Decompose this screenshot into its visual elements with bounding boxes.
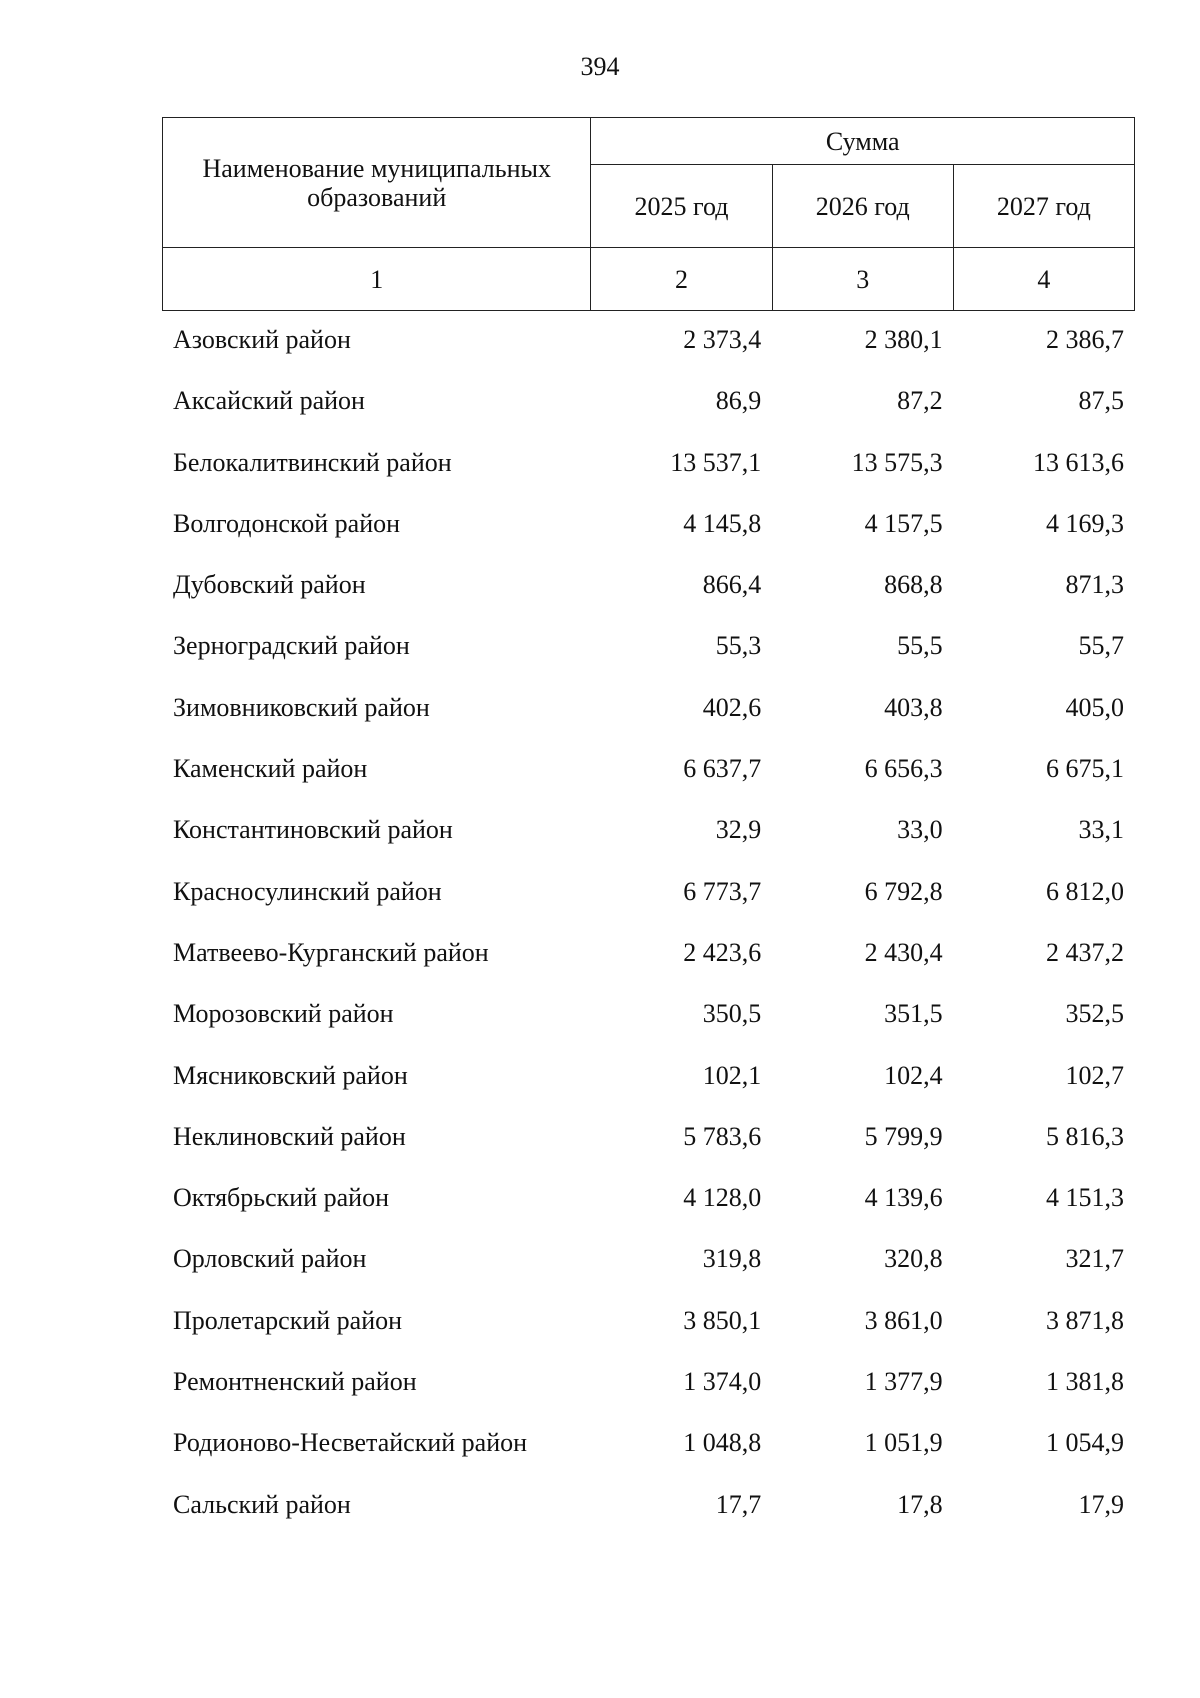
municipality-name: Пролетарский район [173,1305,403,1335]
header-year-2025: 2025 год [591,165,772,248]
municipality-name: Зимовниковский район [173,692,430,722]
municipality-name: Неклиновский район [173,1121,406,1151]
amount-2025: 86,9 [715,386,762,416]
amount-2026: 2 430,4 [864,937,943,967]
table-row [162,1045,1135,1106]
municipality-name: Волгодонской район [173,508,401,538]
amount-2025: 1 374,0 [683,1367,762,1397]
municipality-name: Каменский район [173,754,368,784]
amount-2027: 1 381,8 [1046,1367,1124,1397]
table-row [162,1167,1135,1228]
municipality-name: Матвеево-Курганский район [173,937,489,967]
amount-2027: 6 812,0 [1046,876,1124,906]
amount-2026: 4 157,5 [864,508,943,538]
table-row [162,370,1135,431]
municipality-name: Дубовский район [173,570,366,600]
amount-2025: 55,3 [715,631,762,661]
table-row [162,738,1135,799]
amount-2025: 5 783,6 [683,1121,762,1151]
table-row [162,309,1135,370]
table-row [162,1290,1135,1351]
amount-2027: 55,7 [1078,631,1124,661]
table-header [162,117,1135,311]
municipality-name: Мясниковский район [173,1060,408,1090]
municipality-name: Родионово-Несветайский район [173,1428,528,1458]
municipality-name: Морозовский район [173,999,394,1029]
amount-2025: 402,6 [702,692,762,722]
amount-2025: 17,7 [715,1489,762,1519]
amount-2027: 352,5 [1065,999,1124,1029]
amount-2026: 6 656,3 [864,754,943,784]
amount-2025: 2 423,6 [683,937,762,967]
amount-2026: 6 792,8 [864,876,943,906]
table-row [162,983,1135,1044]
amount-2027: 4 151,3 [1046,1183,1124,1213]
amount-2025: 6 773,7 [683,876,762,906]
municipality-name: Аксайский район [173,386,365,416]
table-row [162,1412,1135,1473]
amount-2025: 2 373,4 [683,325,762,354]
amount-2025: 866,4 [702,570,762,600]
municipality-name: Ремонтненский район [173,1367,417,1397]
amount-2026: 351,5 [884,999,943,1029]
amount-2025: 6 637,7 [683,754,762,784]
amount-2027: 405,0 [1065,692,1124,722]
table-row [162,1228,1135,1289]
amount-2025: 1 048,8 [683,1428,762,1458]
municipality-name: Сальский район [173,1489,351,1519]
amount-2025: 102,1 [702,1060,762,1090]
amount-2027: 87,5 [1078,386,1124,416]
amount-2026: 5 799,9 [864,1121,943,1151]
amount-2026: 13 575,3 [851,447,943,477]
municipality-name: Зерноградский район [173,631,410,661]
column-number-1: 1 [163,248,591,311]
header-year-2026: 2026 год [772,165,953,248]
amount-2026: 87,2 [897,386,943,416]
amount-2026: 403,8 [884,692,943,722]
amount-2025: 319,8 [702,1244,762,1274]
table-row [162,799,1135,860]
amount-2027: 13 613,6 [1033,447,1124,477]
amount-2027: 4 169,3 [1046,508,1124,538]
column-number-2: 2 [591,248,772,311]
amount-2026: 1 377,9 [864,1367,943,1397]
table-row [162,432,1135,493]
amount-2026: 320,8 [884,1244,943,1274]
amount-2025: 350,5 [702,999,762,1029]
amount-2027: 5 816,3 [1046,1121,1124,1151]
table-body [162,309,1135,1535]
table-row [162,922,1135,983]
table-row [162,493,1135,554]
table-row [162,1474,1135,1535]
amount-2027: 321,7 [1065,1244,1124,1274]
column-number-3: 3 [772,248,953,311]
municipality-name: Орловский район [173,1244,367,1274]
amount-2025: 32,9 [715,815,762,845]
table-row [162,677,1135,738]
amount-2027: 17,9 [1078,1489,1124,1519]
amount-2027: 871,3 [1065,570,1124,600]
amount-2026: 17,8 [897,1489,943,1519]
amount-2026: 2 380,1 [864,325,943,354]
amount-2027: 1 054,9 [1046,1428,1124,1458]
amount-2027: 2 437,2 [1046,937,1124,967]
amount-2026: 33,0 [897,815,943,845]
municipality-name: Белокалитвинский район [173,447,452,477]
table-row [162,1106,1135,1167]
amount-2027: 6 675,1 [1046,754,1124,784]
table-row [162,1351,1135,1412]
amount-2027: 33,1 [1078,815,1124,845]
column-number-4: 4 [953,248,1134,311]
municipality-name: Красносулинский район [173,876,442,906]
amount-2025: 3 850,1 [683,1305,762,1335]
table-row [162,615,1135,676]
amount-2025: 4 145,8 [683,508,762,538]
header-name-cell: Наименование муниципальных образований [163,118,591,248]
header-sum-cell: Сумма [591,118,1135,165]
amount-2026: 3 861,0 [864,1305,943,1335]
amount-2025: 13 537,1 [670,447,762,477]
amount-2026: 102,4 [884,1060,943,1090]
municipality-name: Азовский район [173,325,351,354]
amount-2027: 3 871,8 [1046,1305,1124,1335]
amount-2026: 4 139,6 [864,1183,943,1213]
amount-2026: 868,8 [884,570,943,600]
header-year-2027: 2027 год [953,165,1134,248]
table-row [162,554,1135,615]
amount-2026: 55,5 [897,631,943,661]
amount-2026: 1 051,9 [864,1428,943,1458]
table-row [162,861,1135,922]
amount-2025: 4 128,0 [683,1183,762,1213]
amount-2027: 102,7 [1065,1060,1124,1090]
municipality-name: Константиновский район [173,815,453,845]
page-number: 394 [580,52,620,81]
amount-2027: 2 386,7 [1046,325,1124,354]
municipality-name: Октябрьский район [173,1183,389,1213]
